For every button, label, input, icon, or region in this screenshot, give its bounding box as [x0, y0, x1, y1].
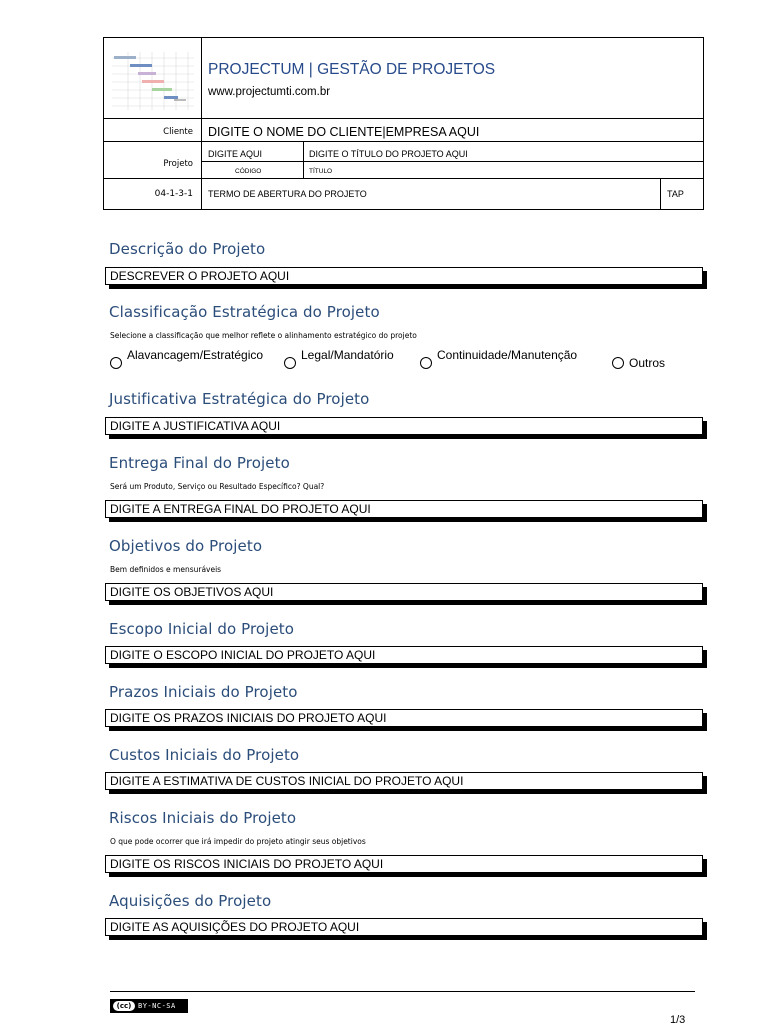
entrega-field[interactable]: DIGITE A ENTREGA FINAL DO PROJETO AQUI	[105, 500, 703, 518]
objetivos-hint: Bem definidos e mensuráveis	[110, 565, 222, 574]
cc-license-badge[interactable]	[110, 999, 188, 1013]
radio-alavancagem[interactable]	[110, 349, 270, 379]
section-title-riscos: Riscos Iniciais do Projeto	[109, 809, 297, 827]
radio-outros[interactable]	[612, 357, 692, 373]
header-label-divider	[201, 38, 202, 209]
titulo-label: TÍTULO	[309, 168, 333, 175]
gantt-logo-icon	[112, 52, 194, 110]
titulo-value[interactable]: DIGITE O TÍTULO DO PROJETO AQUI	[309, 149, 468, 159]
codigo-value[interactable]: DIGITE AQUI	[208, 149, 263, 159]
riscos-hint: O que pode ocorrer que irá impedir do projeto atingir seus objetivos	[110, 837, 366, 846]
justificativa-field[interactable]: DIGITE A JUSTIFICATIVA AQUI	[105, 417, 703, 435]
radio-label-legal: Legal/Mandatório	[301, 348, 394, 362]
section-title-classificacao: Classificação Estratégica do Projeto	[109, 303, 380, 321]
cliente-label: Cliente	[163, 127, 193, 137]
cc-license-text: BY-NC-SA	[138, 1002, 176, 1010]
radio-circle-icon[interactable]	[612, 357, 624, 369]
page-number: 1/3	[670, 1014, 686, 1026]
aquisicoes-field[interactable]: DIGITE AS AQUISIÇÕES DO PROJETO AQUI	[105, 918, 703, 936]
abbr-divider	[660, 179, 661, 210]
classificacao-hint: Selecione a classificação que melhor reflete o alinhamento estratégico do projeto	[110, 331, 417, 340]
document-header	[103, 37, 704, 210]
entrega-hint: Será um Produto, Serviço ou Resultado Específico? Qual?	[110, 482, 325, 491]
footer-divider	[110, 991, 695, 992]
radio-label-continuidade: Continuidade/Manutenção	[437, 348, 578, 362]
projeto-label: Projeto	[163, 159, 193, 169]
prazos-field[interactable]: DIGITE OS PRAZOS INICIAIS DO PROJETO AQUI	[105, 709, 703, 727]
section-title-entrega: Entrega Final do Projeto	[109, 454, 290, 472]
radio-continuidade[interactable]	[420, 349, 595, 379]
codigo-label: CÓDIGO	[235, 168, 262, 175]
cliente-value[interactable]: DIGITE O NOME DO CLIENTE|EMPRESA AQUI	[208, 125, 480, 139]
section-title-justificativa: Justificativa Estratégica do Projeto	[109, 390, 370, 408]
radio-circle-icon[interactable]	[284, 357, 296, 369]
escopo-field[interactable]: DIGITE O ESCOPO INICIAL DO PROJETO AQUI	[105, 646, 703, 664]
cc-icon: (cc)	[113, 1001, 135, 1011]
objetivos-field[interactable]: DIGITE OS OBJETIVOS AQUI	[105, 583, 703, 601]
section-title-custos: Custos Iniciais do Projeto	[109, 746, 300, 764]
section-title-descricao: Descrição do Projeto	[109, 240, 266, 258]
project-row-divider	[201, 161, 703, 162]
codigo-divider	[303, 142, 304, 179]
radio-circle-icon[interactable]	[110, 357, 122, 369]
doc-abbr: TAP	[667, 189, 684, 199]
radio-label-outros: Outros	[629, 356, 666, 370]
section-title-objetivos: Objetivos do Projeto	[109, 537, 263, 555]
doc-title: TERMO DE ABERTURA DO PROJETO	[208, 189, 367, 199]
section-title-prazos: Prazos Iniciais do Projeto	[109, 683, 298, 701]
descricao-field[interactable]: DESCREVER O PROJETO AQUI	[105, 267, 703, 285]
section-title-aquisicoes: Aquisições do Projeto	[109, 892, 272, 910]
brand-title: PROJECTUM | GESTÃO DE PROJETOS	[208, 61, 496, 78]
custos-field[interactable]: DIGITE A ESTIMATIVA DE CUSTOS INICIAL DO PROJETO AQUI	[105, 772, 703, 790]
radio-legal[interactable]	[284, 349, 414, 379]
doc-code: 04-1-3-1	[154, 189, 193, 199]
brand-url[interactable]: www.projectumti.com.br	[208, 86, 331, 98]
radio-circle-icon[interactable]	[420, 357, 432, 369]
section-title-escopo: Escopo Inicial do Projeto	[109, 620, 295, 638]
radio-label-alavancagem: Alavancagem/Estratégico	[127, 348, 264, 362]
riscos-field[interactable]: DIGITE OS RISCOS INICIAIS DO PROJETO AQUI	[105, 855, 703, 873]
